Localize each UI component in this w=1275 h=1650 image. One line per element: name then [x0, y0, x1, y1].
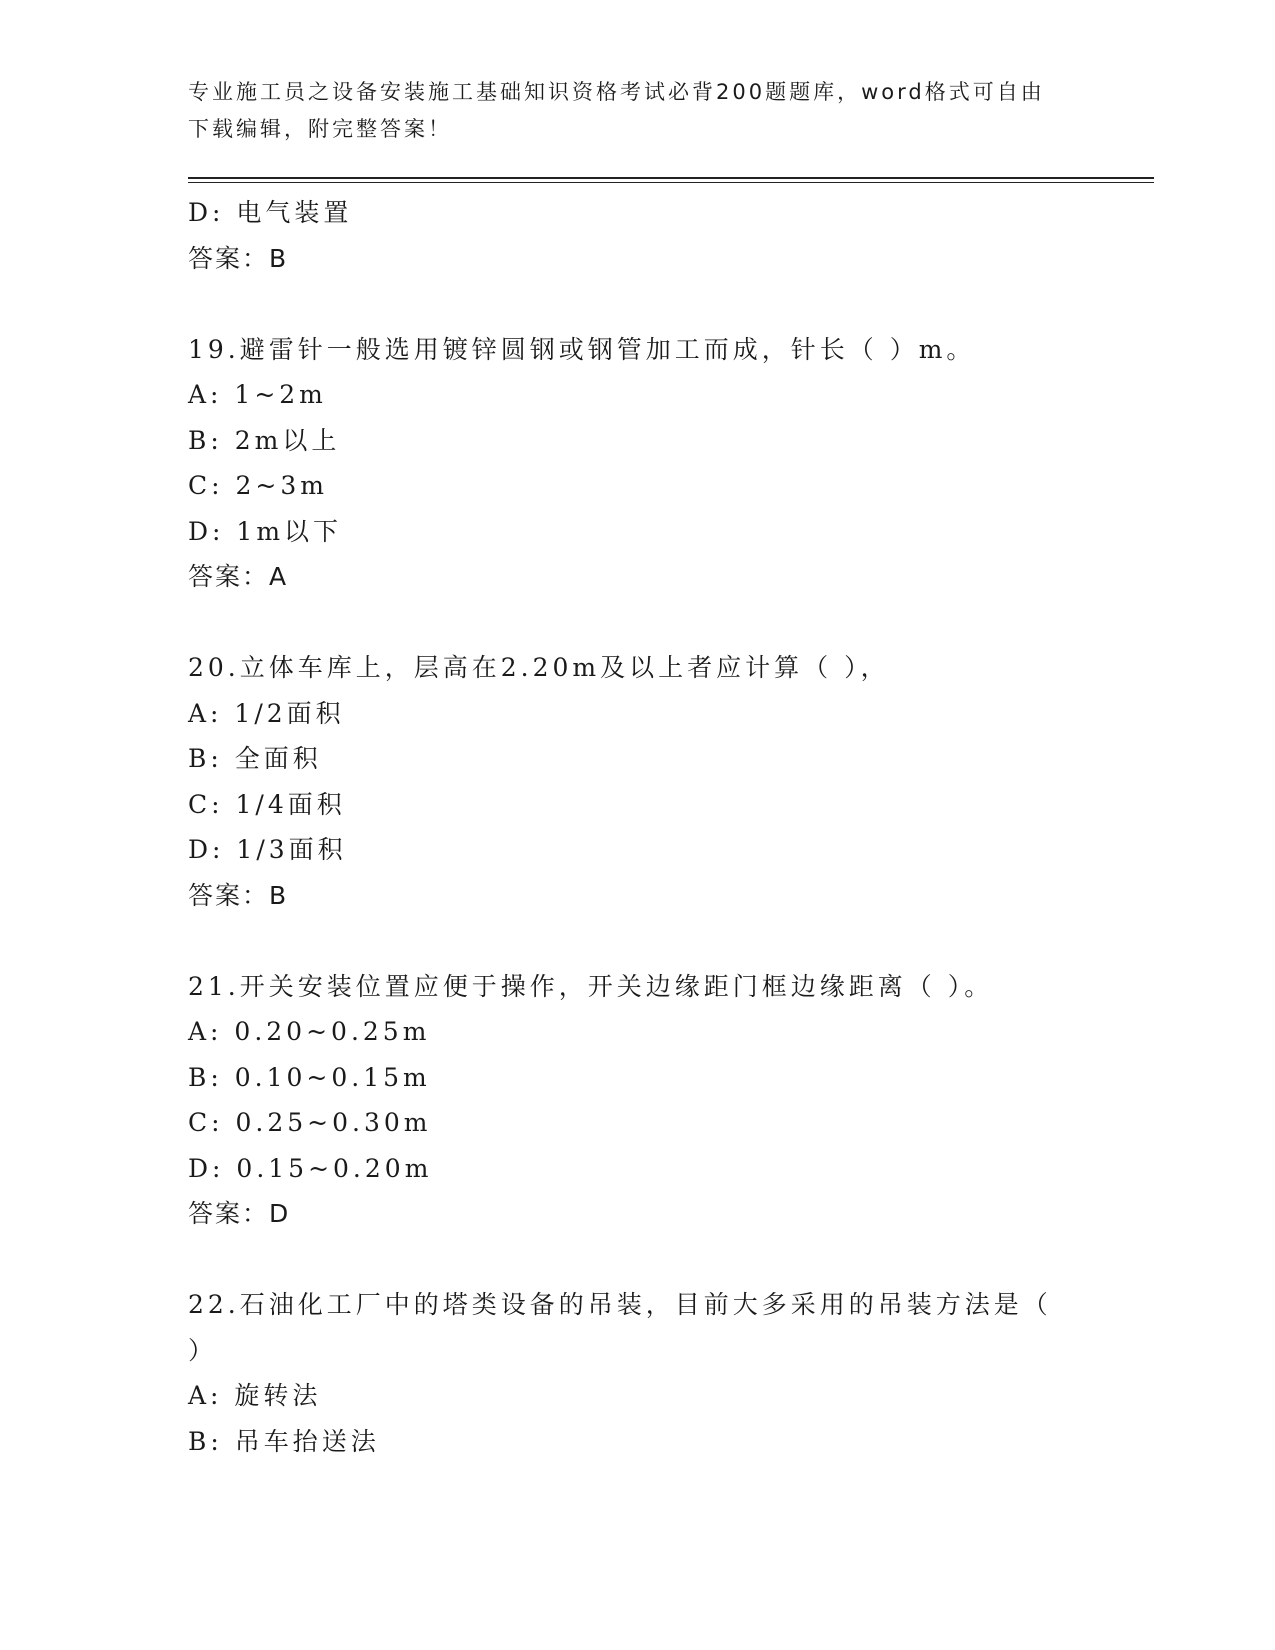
option-d: D: 1/3面积	[188, 835, 347, 864]
question-stem: 21.开关安装位置应便于操作，开关边缘距门框边缘距离（ ）。	[188, 971, 994, 1001]
header-line-2: 下载编辑，附完整答案！	[188, 117, 452, 141]
option-a: A: 1/2面积	[188, 698, 345, 728]
option-a: A: 1~2m	[188, 380, 327, 409]
option-b: B: 全面积	[188, 744, 322, 773]
option-b: B: 0.10~0.15m	[188, 1062, 431, 1092]
answer-line: 答案：D	[188, 1199, 291, 1228]
answer-line: 答案：B	[188, 880, 289, 910]
option-d: D: 电气装置	[188, 198, 353, 227]
option-d: D: 0.15~0.20m	[188, 1153, 433, 1183]
option-b: B: 吊车抬送法	[188, 1426, 380, 1456]
document-header	[188, 74, 1088, 148]
option-c: C: 1/4面积	[188, 789, 346, 819]
option-c: C: 2~3m	[188, 471, 328, 500]
question-stem: 22.石油化工厂中的塔类设备的吊装，目前大多采用的吊装方法是（	[188, 1290, 1052, 1319]
header-divider	[188, 177, 1154, 179]
question-list	[188, 190, 1088, 1464]
header-line-1: 专业施工员之设备安装施工基础知识资格考试必背200题题库，word格式可自由	[188, 80, 1045, 104]
option-c: C: 0.25~0.30m	[188, 1108, 432, 1137]
option-b: B: 2m以上	[188, 425, 341, 455]
question-stem-continued: ）	[188, 1335, 218, 1365]
question-stem: 19.避雷针一般选用镀锌圆钢或钢管加工而成，针长（ ）m。	[188, 334, 976, 364]
option-a: A: 0.20~0.25m	[188, 1017, 431, 1046]
answer-line: 答案：A	[188, 562, 289, 591]
header-divider-thin	[188, 182, 1154, 183]
question-stem: 20.立体车库上，层高在2.20m及以上者应计算（ ），	[188, 653, 890, 682]
option-a: A: 旋转法	[188, 1381, 322, 1410]
answer-line: 答案：B	[188, 243, 289, 273]
option-d: D: 1m以下	[188, 516, 343, 546]
